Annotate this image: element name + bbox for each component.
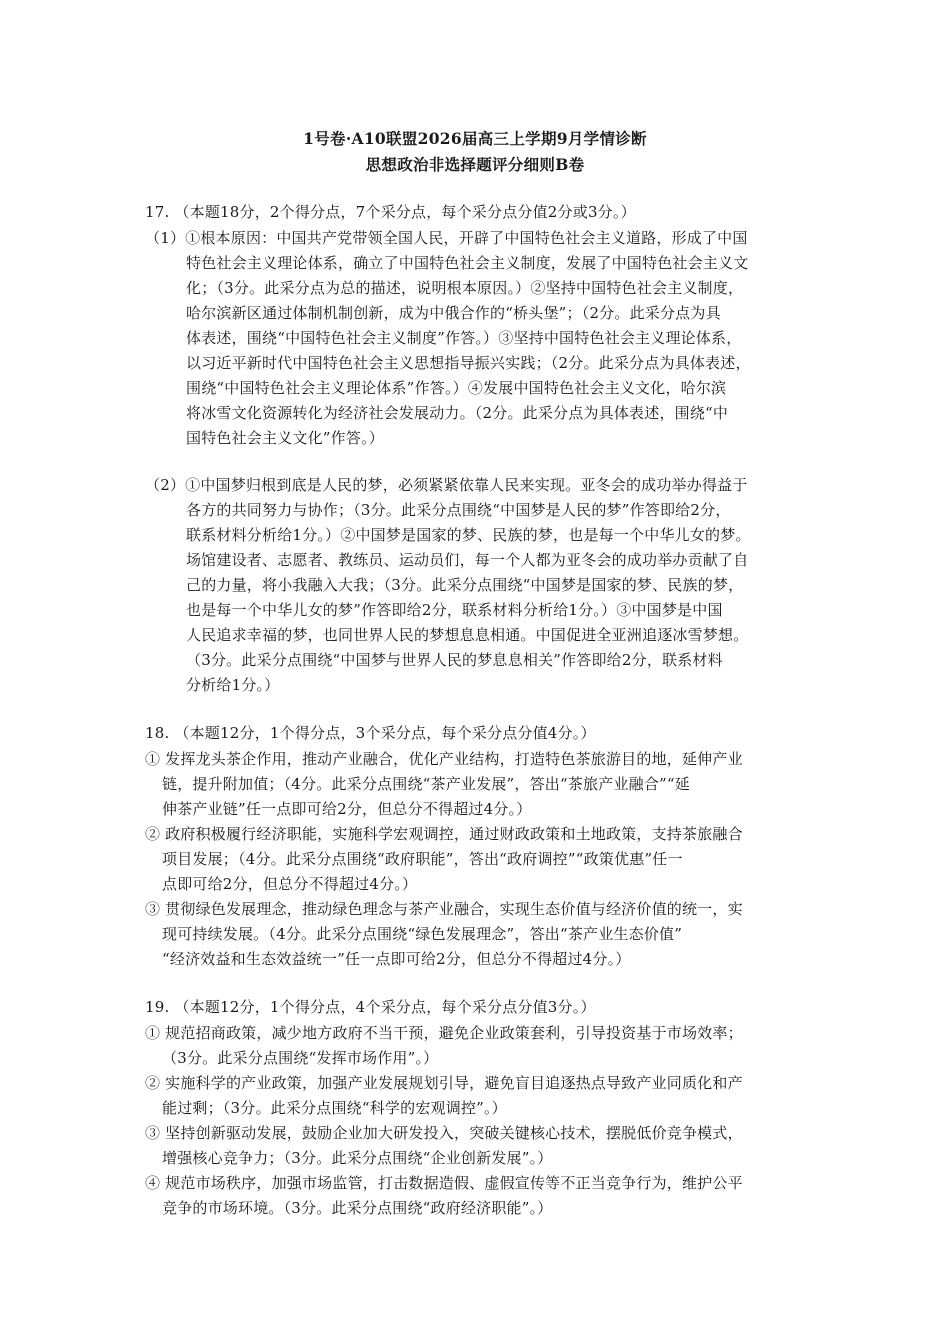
q19-item-line: 能过剩；（3分。此采分点围绕“科学的宏观调控”。）	[162, 1099, 507, 1117]
document-title-line1: 1号卷·A10联盟2026届高三上学期9月学情诊断	[303, 129, 647, 148]
document-title-line2: 思想政治非选择题评分细则B卷	[365, 155, 585, 174]
q18-item-line: 伸茶产业链”任一点即可给2分，但总分不得超过4分。）	[162, 800, 532, 818]
q17-part1-line: 国特色社会主义文化”作答。）	[186, 429, 384, 447]
q17-heading: 17. （本题18分，2个得分点，7个采分点，每个采分点分值2分或3分。）	[145, 203, 636, 221]
q17-part2-line: 人民追求幸福的梦，也同世界人民的梦想息息相通。中国促进全亚洲追逐冰雪梦想。	[186, 626, 749, 644]
q19-heading: 19. （本题12分，1个得分点，4个采分点，每个采分点分值3分。）	[145, 998, 596, 1016]
q17-part1-line: 围绕“中国特色社会主义理论体系”作答。）④发展中国特色社会主义文化，哈尔滨	[186, 379, 727, 397]
q19-item-line: 竞争的市场环境。（3分。此采分点围绕“政府经济职能”。）	[162, 1199, 553, 1217]
q19-item-line: ① 规范招商政策，减少地方政府不当干预，避免企业政策套利，引导投资基于市场效率；	[145, 1024, 743, 1042]
q17-part1-line: 特色社会主义理论体系，确立了中国特色社会主义制度，发展了中国特色社会主义文	[186, 254, 749, 272]
q17-part2-line: 场馆建设者、志愿者、教练员、运动员们，每一个人都为亚冬会的成功举办贡献了自	[186, 551, 749, 569]
q19-item-line: ③ 坚持创新驱动发展，鼓励企业加大研发投入，突破关键核心技术，摆脱低价竞争模式，	[145, 1124, 743, 1142]
q18-item-line: 现可持续发展。（4分。此采分点围绕“绿色发展理念”，答出“茶产业生态价值”	[162, 925, 683, 943]
q17-part1-line: （1）①根本原因：中国共产党带领全国人民，开辟了中国特色社会主义道路，形成了中国	[145, 229, 748, 247]
q19-item-line: ② 实施科学的产业政策，加强产业发展规划引导，避免盲目追逐热点导致产业同质化和产	[145, 1074, 743, 1092]
q17-part1-line: 化；（3分。此采分点为总的描述，说明根本原因。）②坚持中国特色社会主义制度，	[186, 279, 744, 297]
q17-part2-line: 也是每一个中华儿女的梦”作答即给2分，联系材料分析给1分。）③中国梦是中国	[186, 601, 723, 619]
q18-item-line: 点即可给2分，但总分不得超过4分。）	[162, 875, 418, 893]
q18-item-line: ② 政府积极履行经济职能，实施科学宏观调控，通过财政政策和土地政策，支持茶旅融合	[145, 825, 743, 843]
q17-part2-line: 分析给1分。）	[186, 676, 280, 694]
q17-part2-line: （2）①中国梦归根到底是人民的梦，必须紧紧依靠人民来实现。亚冬会的成功举办得益于	[145, 476, 748, 494]
q18-heading: 18. （本题12分，1个得分点，3个采分点，每个采分点分值4分。）	[145, 724, 596, 742]
q19-item-line: 增强核心竞争力；（3分。此采分点围绕“企业创新发展”。）	[162, 1149, 553, 1167]
q17-part1-line: 以习近平新时代中国特色社会主义思想指导振兴实践；（2分。此采分点为具体表述，	[186, 354, 751, 372]
q17-part1-line: 哈尔滨新区通过体制机制创新，成为中俄合作的“桥头堡”；（2分。此采分点为具	[186, 304, 721, 322]
q17-part2-line: 联系材料分析给1分。）②中国梦是国家的梦、民族的梦，也是每一个中华儿女的梦。	[186, 526, 751, 544]
q19-item-line: （3分。此采分点围绕“发挥市场作用”。）	[162, 1049, 439, 1067]
q17-part2-line: 己的力量，将小我融入大我；（3分。此采分点围绕“中国梦是国家的梦、民族的梦，	[186, 576, 744, 594]
q17-part1-line: 体表述，围绕“中国特色社会主义制度”作答。）③坚持中国特色社会主义理论体系，	[186, 329, 742, 347]
q18-item-line: ① 发挥龙头茶企作用，推动产业融合，优化产业结构，打造特色茶旅游目的地，延伸产业	[145, 750, 743, 768]
q19-item-line: ④ 规范市场秩序，加强市场监管，打击数据造假、虚假宣传等不正当竞争行为，维护公平	[145, 1174, 743, 1192]
q18-item-line: 链，提升附加值；（4分。此采分点围绕“茶产业发展”，答出“茶旅产业融合”“延	[162, 775, 690, 793]
q18-item-line: “经济效益和生态效益统一”任一点即可给2分，但总分不得超过4分。）	[162, 950, 631, 968]
q17-part2-line: （3分。此采分点围绕“中国梦与世界人民的梦息息相关”作答即给2分，联系材料	[186, 651, 723, 669]
q17-part2-line: 各方的共同努力与协作；（3分。此采分点围绕“中国梦是人民的梦”作答即给2分，	[186, 501, 731, 519]
q18-item-line: 项目发展；（4分。此采分点围绕“政府职能”，答出“政府调控”“政策优惠”任一	[162, 850, 683, 868]
q17-part1-line: 将冰雪文化资源转化为经济社会发展动力。（2分。此采分点为具体表述，围绕“中	[186, 404, 729, 422]
q18-item-line: ③ 贯彻绿色发展理念，推动绿色理念与茶产业融合，实现生态价值与经济价值的统一，实	[145, 900, 743, 918]
